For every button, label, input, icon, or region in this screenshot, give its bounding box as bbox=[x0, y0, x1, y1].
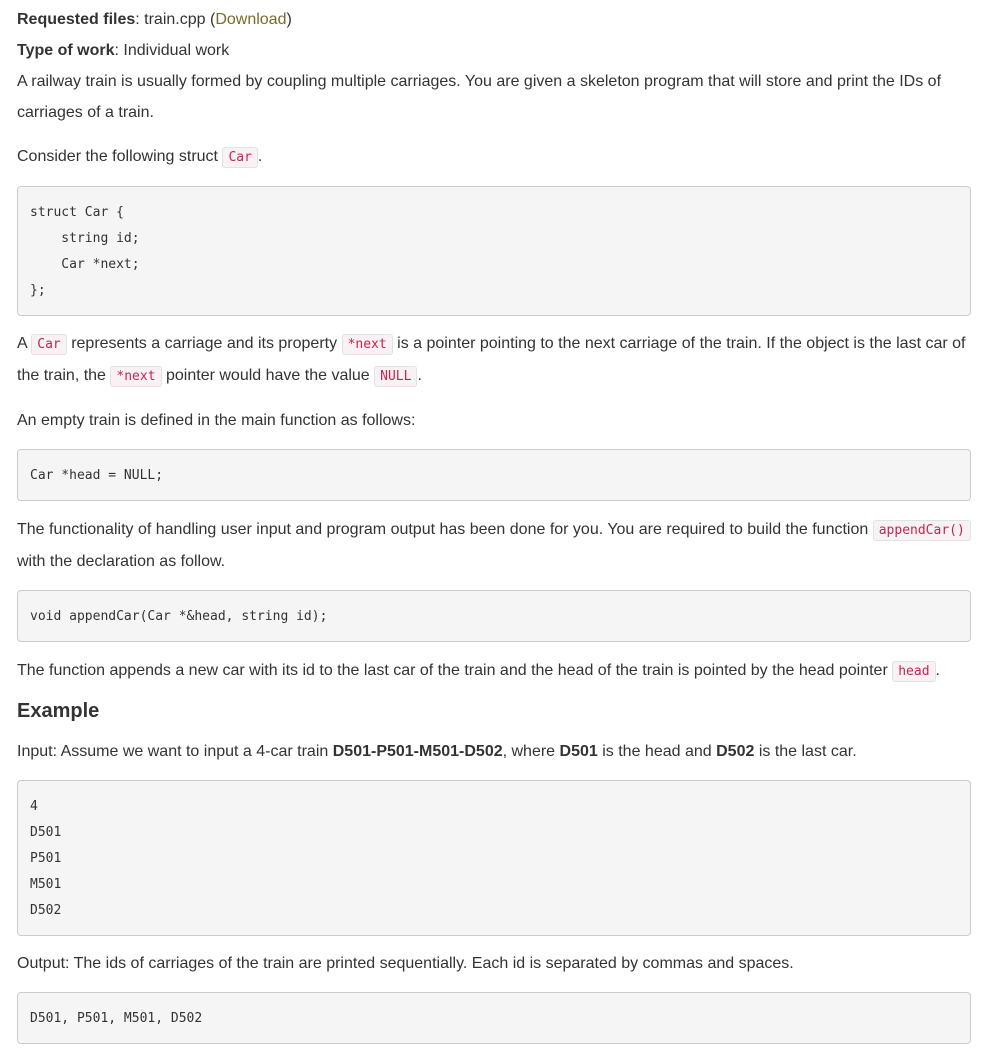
inline-code-appendcar: appendCar() bbox=[873, 520, 971, 541]
inline-code-car: Car bbox=[222, 147, 257, 168]
type-of-work-label: Type of work bbox=[17, 42, 115, 59]
example-heading: Example bbox=[17, 700, 100, 722]
struct-code-block: struct Car { string id; Car *next; }; bbox=[17, 186, 971, 316]
requested-file-name: train.cpp bbox=[144, 11, 206, 28]
input-code-block: 4 D501 P501 M501 D502 bbox=[17, 780, 971, 936]
head-code-block: Car *head = NULL; bbox=[17, 449, 971, 501]
input-text-2: , where bbox=[502, 743, 556, 760]
input-text-3: is the head and bbox=[602, 743, 712, 760]
type-of-work-line: Type of work: Individual work bbox=[17, 42, 230, 59]
inline-code-car-2: Car bbox=[31, 334, 66, 355]
output-code-block: D501, P501, M501, D502 bbox=[17, 992, 971, 1044]
requested-files-line: Requested files: train.cpp (Download) bbox=[17, 11, 292, 28]
function-paragraph bbox=[17, 514, 971, 577]
inline-code-next-2: *next bbox=[110, 366, 161, 387]
desc-text-4: pointer would have the value bbox=[166, 367, 370, 384]
input-last-bold: D502 bbox=[716, 743, 755, 760]
input-head-bold: D501 bbox=[559, 743, 598, 760]
desc-text-2: represents a carriage and its property bbox=[71, 335, 338, 352]
download-link[interactable]: Download bbox=[215, 11, 287, 28]
append-text: The function appends a new car with its id to the last car of the train and the head of the train is pointed by the head pointer bbox=[17, 662, 888, 679]
empty-train-paragraph: An empty train is defined in the main function as follows: bbox=[17, 412, 416, 429]
type-of-work-value: Individual work bbox=[123, 42, 230, 59]
inline-code-next: *next bbox=[342, 334, 393, 355]
input-train-bold: D501-P501-M501-D502 bbox=[332, 743, 503, 760]
inline-code-head: head bbox=[892, 661, 935, 682]
input-text-1: Input: Assume we want to input a 4-car train bbox=[17, 743, 329, 760]
intro-paragraph: A railway train is usually formed by coupling multiple carriages. You are given a skeleton program that will store and print the IDs of carriages of a train. bbox=[17, 73, 942, 121]
desc-text-1: A bbox=[17, 335, 27, 352]
struct-intro-paragraph: Consider the following struct Car . bbox=[17, 141, 971, 173]
inline-code-null: NULL bbox=[374, 366, 417, 387]
output-paragraph: Output: The ids of carriages of the train are printed sequentially. Each id is separated by commas and spaces. bbox=[17, 955, 794, 972]
declaration-code-block: void appendCar(Car *&head, string id); bbox=[17, 590, 971, 642]
append-paragraph: The function appends a new car with its id to the last car of the train and the head of the train is pointed by the head pointer head . bbox=[17, 655, 971, 687]
desc-text-3: is a pointer pointing to the next carriage of the train. If the object is the last car of the train, the bbox=[17, 335, 966, 384]
input-text-4: is the last car. bbox=[758, 743, 857, 760]
input-paragraph bbox=[17, 736, 971, 767]
car-description-paragraph: A Car represents a carriage and its property *next is a pointer pointing to the next carriage of the train. If the object is the last car of the train, the *next pointer would have the value NULL . bbox=[17, 328, 971, 392]
function-text: The functionality of handling user input and program output has been done for you. You are required to build the function bbox=[17, 521, 869, 538]
function-text-2: with the declaration as follow. bbox=[17, 553, 226, 570]
requested-files-label: Requested files bbox=[17, 11, 136, 28]
struct-intro-text: Consider the following struct bbox=[17, 148, 218, 165]
